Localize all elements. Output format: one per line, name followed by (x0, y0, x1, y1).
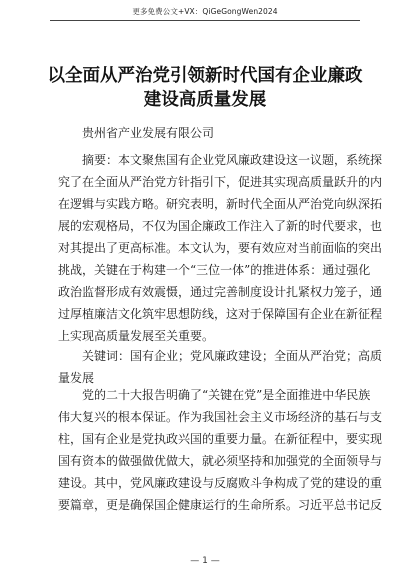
keywords-line: 量发展 (58, 371, 95, 385)
document-title (30, 64, 380, 112)
intro-line: 柱，国有企业是党执政兴国的重要力量。在新征程中，要实现 (58, 432, 383, 446)
abstract-line: 政治监督形成有效震慑，通过完善制度设计扎紧权力笼子，通 (58, 285, 383, 299)
abstract-line: 挑战，关键在于构建一个“三位一体”的推进体系：通过强化 (58, 263, 371, 277)
abstract-line: 摘要：本文聚焦国有企业党风廉政建设这一议题，系统探 (82, 153, 383, 167)
title-line-2: 建设高质量发展 (143, 90, 267, 110)
intro-line: 建设。其中，党风廉政建设与反腐败斗争构成了党的建设的重 (58, 476, 383, 490)
abstract-line: 对其提出了更高标准。本文认为，要有效应对当前面临的突出 (58, 241, 383, 255)
keywords-line: 关键词：国有企业；党风廉政建设；全面从严治党；高质 (82, 349, 383, 363)
abstract-paragraph (58, 149, 383, 347)
intro-line: 国有资本的做强做优做大，就必须坚持和加强党的全面领导与 (58, 454, 383, 468)
intro-paragraph (58, 384, 383, 516)
title-line-1: 以全面从严治党引领新时代国有企业廉政 (47, 66, 363, 86)
abstract-line: 过厚植廉洁文化筑牢思想防线，这对于保障国有企业在新征程 (58, 307, 383, 321)
page-number: — 1 — (190, 556, 220, 566)
author-org (58, 122, 358, 144)
intro-line: 伟大复兴的根本保证。作为我国社会主义市场经济的基石与支 (58, 410, 383, 424)
header-divider (50, 20, 360, 21)
abstract-line: 展的宏观格局，不仅为国企廉政工作注入了新的时代要求，也 (58, 219, 383, 233)
abstract-line: 在逻辑与实践方略。研究表明，新时代全面从严治党向纵深拓 (58, 197, 383, 211)
author-org-text: 贵州省产业发展有限公司 (82, 126, 215, 140)
header-note: 更多免费公文+VX：QiGeGongWen2024 (132, 7, 278, 16)
abstract-line: 究了在全面从严治党方针指引下，促进其实现高质量跃升的内 (58, 175, 383, 189)
intro-line: 要篇章，更是确保国企健康运行的生命所系。习近平总书记反 (58, 498, 383, 512)
keywords-paragraph (58, 345, 383, 389)
intro-line: 党的二十大报告明确了“关键在党”是全面推进中华民族 (82, 388, 371, 402)
abstract-line: 上实现高质量发展至关重要。 (58, 329, 215, 343)
